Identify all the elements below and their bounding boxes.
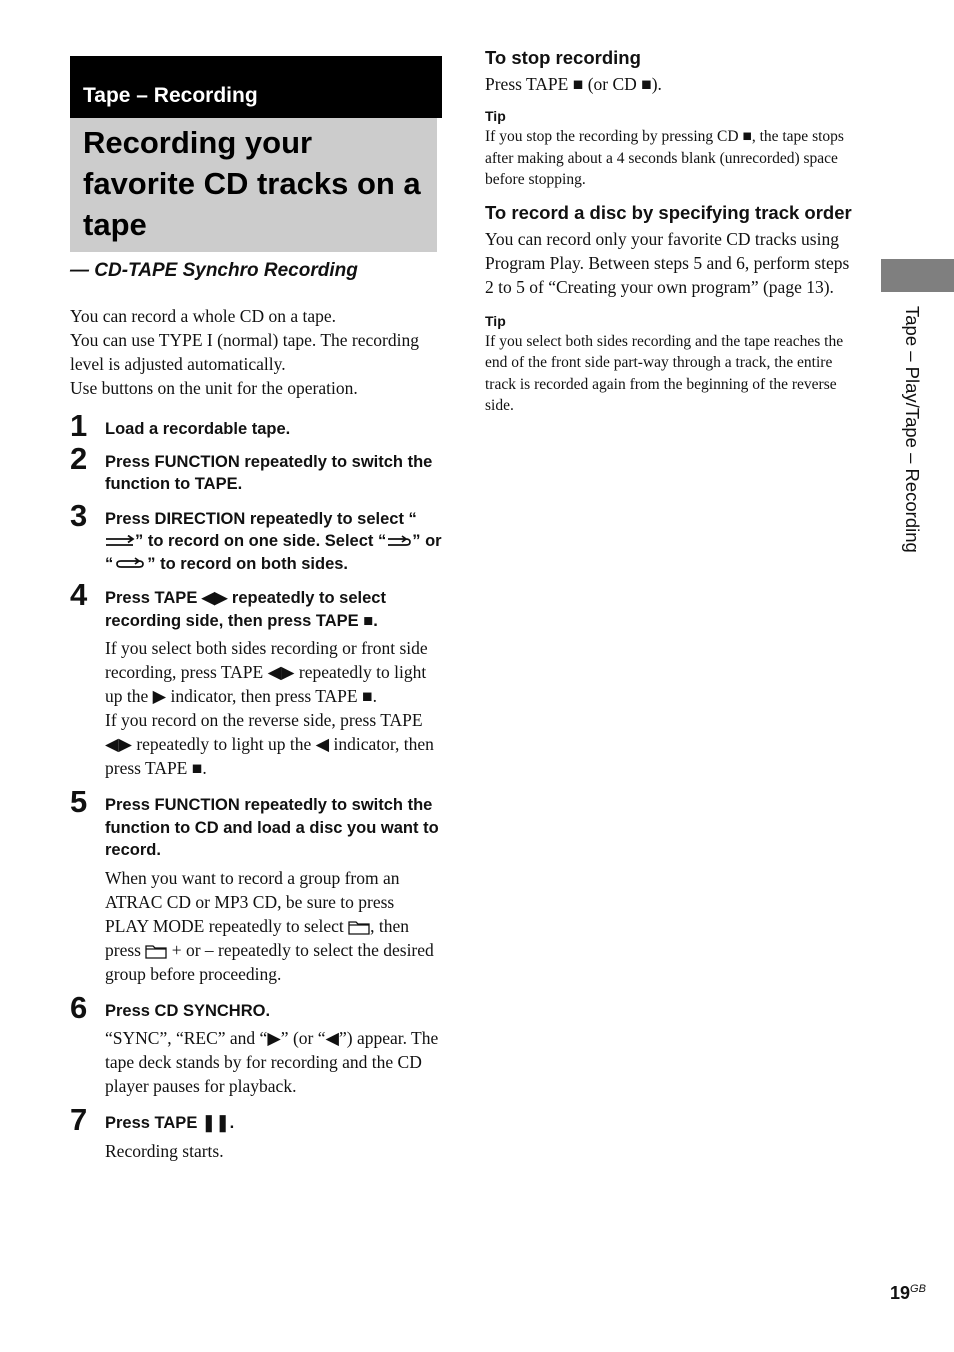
section-header: Tape – Recording [70,56,442,118]
step-text: indicator, then press TAPE [166,686,362,706]
play-forward-icon: ▶ [118,734,132,754]
stop-icon: ■ [572,74,584,94]
play-forward-icon: ▶ [214,589,228,607]
step-number: 3 [70,497,88,533]
play-forward-icon: ▶ [281,662,295,682]
page-number-value: 19 [890,1283,911,1303]
intro-line: You can record a whole CD on a tape. [70,306,336,326]
step-heading [105,508,442,576]
step-number: 6 [70,989,88,1025]
step-text: If you select both sides recording or front side recording, press TAPE [105,638,428,682]
play-reverse-icon: ◀ [267,662,282,682]
body-text: ). [651,74,662,94]
step-text: . [372,686,377,706]
step-heading: Press FUNCTION repeatedly to switch the function to TAPE. [105,452,433,493]
step-text: If you record on the reverse side, press TAPE [105,710,423,730]
step-text: “SYNC”, “REC” and “ [105,1028,268,1048]
step-text: Press DIRECTION repeatedly to select “ [105,509,417,528]
step-text: ” to record on both sides. [147,554,349,573]
step-body [105,866,442,986]
stop-recording-text [485,72,855,96]
play-forward-icon: ▶ [152,686,167,706]
left-column [70,56,442,1163]
pause-icon: ❚❚ [201,1114,230,1132]
step-1 [70,408,442,443]
step-text: ” (or “ [280,1028,326,1048]
folder-icon [145,943,167,959]
stop-icon: ■ [191,758,203,778]
step-text: , then press [105,915,410,960]
step-heading [105,587,442,632]
step-3 [70,497,442,576]
step-text: When you want to record a group from an ATRAC CD or MP3 CD, be sure to press PLAY MODE repeatedly to select [105,867,400,936]
tip-text: If you select both sides recording and the tape reaches the end of the front side part-way through a track, the entire track is recorded again from the beginning of the reverse side. [485,332,844,414]
step-number: 4 [70,577,88,612]
step-text: . [202,758,207,778]
track-order-heading: To record a disc by specifying track order [485,201,852,223]
both-sides-direction-icon [386,535,412,549]
step-6 [70,989,442,1099]
step-text: ” to record on one side. Select “ [135,532,387,550]
body-text: , the tape stops after making about a 4 seconds blank (unrecorded) space before stopping. [485,128,844,188]
step-7 [70,1102,442,1163]
step-number: 2 [70,440,88,476]
step-body [105,1026,442,1098]
tip-label: Tip [485,312,506,329]
intro-line: Use buttons on the unit for the operation. [70,378,358,398]
step-body [105,636,442,780]
step-heading: Load a recordable tape. [105,420,291,438]
folder-icon [348,919,370,935]
body-text: Press TAPE [485,74,573,94]
step-text: + or – repeatedly to select the desired group before proceeding. [105,939,434,984]
step-text: repeatedly to light up the [105,662,427,706]
step-text: repeatedly to light up the [131,734,316,754]
right-column [485,44,855,417]
step-text: ”) appear. The tape deck stands by for recording and the CD player pauses for playback. [105,1028,439,1096]
track-order-text: You can record only your favorite CD tracks using Program Play. Between steps 5 and 6, perform steps 2 to 5 of “Creating your own program” (page 13). [485,228,850,297]
relay-direction-icon [113,557,147,571]
step-text: repeatedly to select recording side, then press TAPE [105,589,386,630]
step-text: . [373,611,378,630]
stop-icon: ■ [362,686,373,706]
tip-label: Tip [485,108,506,124]
step-heading: Press FUNCTION repeatedly to switch the function to CD and load a disc you want to record. [105,796,439,859]
stop-icon: ■ [742,128,752,145]
stop-icon: ■ [641,74,652,94]
body-text: (or CD [583,74,642,94]
stop-icon: ■ [363,611,374,630]
step-number: 5 [70,784,88,819]
step-text: indicator, then press TAPE [105,734,434,778]
stop-recording-heading: To stop recording [485,47,641,68]
one-side-direction-icon [105,535,135,549]
step-heading: Press CD SYNCHRO. [105,1001,271,1020]
page-title: Recording your favorite CD tracks on a tape [70,118,437,252]
play-forward-icon: ▶ [267,1028,281,1048]
step-2 [70,440,442,496]
step-number: 7 [70,1102,88,1137]
step-5 [70,784,442,986]
page-number-suffix: GB [910,1283,926,1295]
page-subtitle: — CD-TAPE Synchro Recording [70,260,358,281]
step-text: Press TAPE [105,1114,202,1132]
page-number [890,1283,926,1304]
step-text: ” or “ [105,532,442,573]
play-reverse-icon: ◀ [201,589,215,607]
play-reverse-icon: ◀ [105,734,119,754]
play-reverse-icon: ◀ [325,1028,339,1048]
step-4 [70,577,442,780]
side-tab-label: Tape – Play/Tape – Recording [902,306,923,553]
intro-text [70,304,442,400]
step-heading: Press TAPE ❚❚. [105,1114,235,1132]
intro-line: You can use TYPE I (normal) tape. The recording level is adjusted automatically. [70,330,419,374]
section-tab-marker [881,259,954,292]
play-reverse-icon: ◀ [315,734,330,754]
step-text: Press TAPE [105,589,202,607]
step-number: 1 [70,408,88,443]
step-body: Recording starts. [105,1140,224,1161]
body-text: If you stop the recording by pressing CD [485,128,743,145]
tip-text [485,126,855,191]
